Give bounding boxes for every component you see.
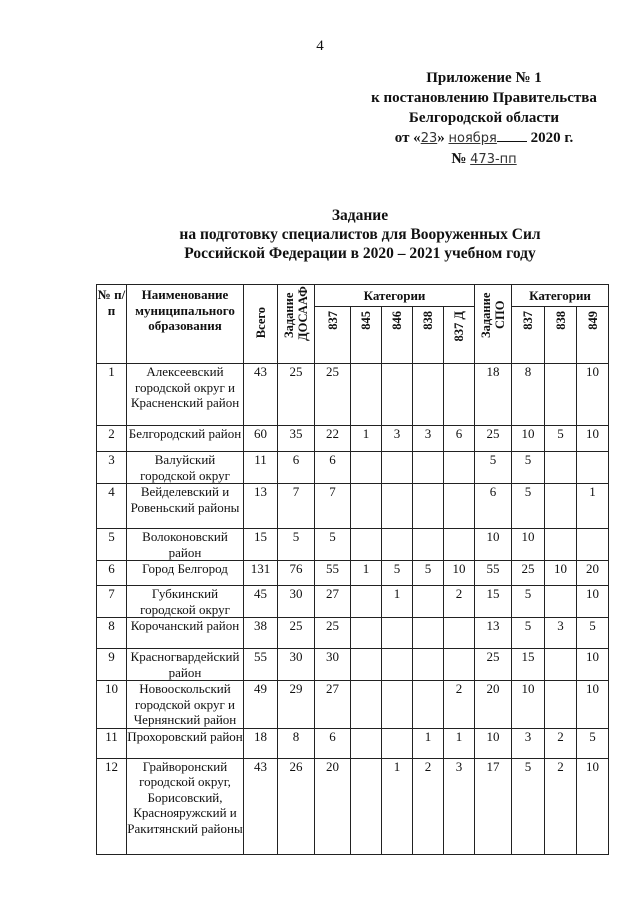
cell-s838: 3 — [545, 618, 577, 649]
cell-no: 12 — [97, 758, 127, 854]
cell-spo: 18 — [475, 364, 512, 426]
cell-c837: 30 — [315, 649, 351, 681]
subheader-cat2-0: 837 — [521, 311, 535, 330]
cell-name: Вейделевский и Ровеньский районы — [127, 484, 244, 529]
cell-c846 — [382, 529, 413, 561]
table-row — [97, 529, 609, 561]
cell-s838 — [545, 364, 577, 426]
cell-s838 — [545, 452, 577, 484]
cell-name: Губкинский городской округ — [127, 586, 244, 618]
cell-s838: 2 — [545, 728, 577, 758]
cell-name: Прохоровский район — [127, 728, 244, 758]
cell-dosaaf: 25 — [278, 618, 315, 649]
cell-s849 — [577, 452, 609, 484]
cell-c845 — [351, 484, 382, 529]
cell-name: Красногвардейский район — [127, 649, 244, 681]
cell-total: 11 — [244, 452, 278, 484]
cell-s837: 3 — [512, 728, 545, 758]
cell-c837: 25 — [315, 618, 351, 649]
cell-spo: 10 — [475, 728, 512, 758]
cell-dosaaf: 29 — [278, 681, 315, 729]
cell-c846 — [382, 452, 413, 484]
table-row — [97, 561, 609, 586]
number-value: 473-пп — [470, 152, 517, 167]
appendix-region: Белгородской области — [408, 110, 560, 126]
cell-dosaaf: 6 — [278, 452, 315, 484]
cell-spo: 13 — [475, 618, 512, 649]
cell-s837: 25 — [512, 561, 545, 586]
subheader-cat1-2: 846 — [390, 311, 404, 330]
cell-dosaaf: 25 — [278, 364, 315, 426]
date-year: 2020 г. — [530, 130, 574, 146]
cell-s838 — [545, 529, 577, 561]
cell-c837d: 1 — [444, 728, 475, 758]
cell-c838 — [413, 452, 444, 484]
appendix-title: Приложение № 1 — [426, 70, 542, 86]
subheader-cat2-1: 838 — [553, 311, 568, 330]
cell-total: 38 — [244, 618, 278, 649]
cell-s849: 10 — [577, 586, 609, 618]
cell-no: 2 — [97, 426, 127, 452]
cell-no: 5 — [97, 529, 127, 561]
cell-c837d — [444, 649, 475, 681]
cell-s837: 5 — [512, 618, 545, 649]
cell-no: 11 — [97, 728, 127, 758]
cell-s837: 10 — [512, 681, 545, 729]
cell-c838: 5 — [413, 561, 444, 586]
cell-spo: 25 — [475, 426, 512, 452]
cell-c837: 27 — [315, 586, 351, 618]
cell-name: Валуйский городской округ — [127, 452, 244, 484]
table-row — [97, 364, 609, 426]
cell-c837d: 6 — [444, 426, 475, 452]
cell-spo: 55 — [475, 561, 512, 586]
table-row — [97, 681, 609, 729]
cell-c838: 3 — [413, 426, 444, 452]
cell-c837d — [444, 364, 475, 426]
cell-no: 8 — [97, 618, 127, 649]
cell-c845: 1 — [351, 561, 382, 586]
cell-no: 10 — [97, 681, 127, 729]
cell-c846 — [382, 728, 413, 758]
cell-spo: 17 — [475, 758, 512, 854]
cell-c846 — [382, 364, 413, 426]
cell-s849: 20 — [577, 561, 609, 586]
cell-c846 — [382, 618, 413, 649]
cell-total: 131 — [244, 561, 278, 586]
number-prefix: № — [451, 151, 471, 167]
cell-s838: 10 — [545, 561, 577, 586]
cell-s837: 5 — [512, 452, 545, 484]
cell-c845 — [351, 452, 382, 484]
cell-no: 1 — [97, 364, 127, 426]
cell-c837d: 2 — [444, 586, 475, 618]
subheader-cat1-0: 837 — [325, 311, 340, 330]
cell-c845 — [351, 681, 382, 729]
date-underline — [497, 129, 527, 142]
date-mid: » — [437, 130, 449, 146]
table-row — [97, 618, 609, 649]
cell-spo: 20 — [475, 681, 512, 729]
title-line-3: Российской Федерации в 2020 – 2021 учебном году — [184, 245, 536, 262]
cell-c846: 3 — [382, 426, 413, 452]
cell-total: 55 — [244, 649, 278, 681]
cell-c838 — [413, 586, 444, 618]
header-dosaaf: Задание ДОСААФ — [282, 286, 310, 341]
cell-c837: 6 — [315, 728, 351, 758]
cell-c845 — [351, 618, 382, 649]
cell-dosaaf: 8 — [278, 728, 315, 758]
cell-c838 — [413, 681, 444, 729]
cell-c838 — [413, 484, 444, 529]
cell-no: 4 — [97, 484, 127, 529]
subheader-cat1-3: 838 — [421, 311, 435, 330]
cell-total: 49 — [244, 681, 278, 729]
cell-s837: 15 — [512, 649, 545, 681]
cell-s838 — [545, 484, 577, 529]
appendix-header — [360, 68, 608, 170]
subheader-cat1-1: 845 — [359, 311, 373, 330]
cell-spo: 5 — [475, 452, 512, 484]
table-row — [97, 649, 609, 681]
cell-dosaaf: 76 — [278, 561, 315, 586]
cell-s837: 5 — [512, 758, 545, 854]
cell-c837: 27 — [315, 681, 351, 729]
cell-c845 — [351, 649, 382, 681]
cell-s849: 10 — [577, 758, 609, 854]
date-day: 23 — [420, 131, 438, 146]
cell-total: 43 — [244, 758, 278, 854]
cell-c838 — [413, 529, 444, 561]
cell-s837: 8 — [512, 364, 545, 426]
cell-dosaaf: 5 — [278, 529, 315, 561]
cell-s849: 10 — [577, 681, 609, 729]
cell-spo: 6 — [475, 484, 512, 529]
cell-dosaaf: 7 — [278, 484, 315, 529]
cell-c846: 1 — [382, 758, 413, 854]
cell-c838 — [413, 364, 444, 426]
cell-s838: 2 — [545, 758, 577, 854]
cell-name: Волоконовский район — [127, 529, 244, 561]
cell-c846 — [382, 484, 413, 529]
appendix-date — [360, 128, 608, 149]
cell-name: Алексеевский городской округ и Красненский район — [127, 364, 244, 426]
cell-c845 — [351, 364, 382, 426]
cell-total: 18 — [244, 728, 278, 758]
subheader-cat1-4: 837 Д — [452, 311, 466, 342]
cell-c837d — [444, 618, 475, 649]
cell-c846 — [382, 681, 413, 729]
cell-no: 7 — [97, 586, 127, 618]
cell-c846: 5 — [382, 561, 413, 586]
header-name: Наименование муниципального образования — [127, 285, 244, 364]
cell-c837: 5 — [315, 529, 351, 561]
cell-c846: 1 — [382, 586, 413, 618]
cell-c837: 55 — [315, 561, 351, 586]
cell-total: 60 — [244, 426, 278, 452]
table-row — [97, 484, 609, 529]
date-prefix: от « — [394, 130, 421, 146]
cell-c845: 1 — [351, 426, 382, 452]
date-month: ноября — [448, 131, 497, 146]
appendix-number — [360, 149, 608, 170]
cell-spo: 25 — [475, 649, 512, 681]
cell-s837: 10 — [512, 426, 545, 452]
header-spo: Задание СПО — [479, 292, 507, 338]
cell-c838 — [413, 618, 444, 649]
page-number: 4 — [316, 38, 324, 54]
cell-total: 43 — [244, 364, 278, 426]
cell-no: 9 — [97, 649, 127, 681]
cell-s849: 10 — [577, 364, 609, 426]
cell-no: 3 — [97, 452, 127, 484]
table-row — [97, 452, 609, 484]
cell-c837: 20 — [315, 758, 351, 854]
title-line-1: Задание — [331, 207, 389, 224]
cell-name: Белгородский район — [127, 426, 244, 452]
cell-no: 6 — [97, 561, 127, 586]
cell-dosaaf: 35 — [278, 426, 315, 452]
cell-name: Новооскольский городской округ и Чернянский район — [127, 681, 244, 729]
table-row — [97, 728, 609, 758]
cell-spo: 15 — [475, 586, 512, 618]
cell-name: Корочанский район — [127, 618, 244, 649]
cell-c845 — [351, 728, 382, 758]
cell-c837: 7 — [315, 484, 351, 529]
cell-c846 — [382, 649, 413, 681]
table-row — [97, 758, 609, 854]
cell-s838 — [545, 586, 577, 618]
cell-s838 — [545, 649, 577, 681]
cell-s849 — [577, 529, 609, 561]
cell-dosaaf: 26 — [278, 758, 315, 854]
cell-s838 — [545, 681, 577, 729]
cell-c838 — [413, 649, 444, 681]
cell-c837d: 10 — [444, 561, 475, 586]
cell-c838: 2 — [413, 758, 444, 854]
header-total: Всего — [253, 306, 268, 338]
cell-c837d: 2 — [444, 681, 475, 729]
subheader-cat2-2: 849 — [585, 311, 600, 330]
cell-s838: 5 — [545, 426, 577, 452]
cell-s837: 5 — [512, 484, 545, 529]
cell-c837d: 3 — [444, 758, 475, 854]
cell-dosaaf: 30 — [278, 586, 315, 618]
cell-c845 — [351, 758, 382, 854]
header-no: № п/п — [97, 285, 127, 364]
cell-s849: 5 — [577, 728, 609, 758]
cell-c837d — [444, 529, 475, 561]
appendix-decree: к постановлению Правительства — [371, 90, 597, 106]
assignment-table — [96, 284, 609, 855]
title-line-2: на подготовку специалистов для Вооруженных Сил — [179, 226, 541, 243]
cell-name: Грайворонский городской округ, Борисовский, Краснояружский и Ракитянский районы — [127, 758, 244, 854]
cell-s849: 10 — [577, 426, 609, 452]
document-title — [0, 206, 640, 263]
cell-s837: 5 — [512, 586, 545, 618]
cell-spo: 10 — [475, 529, 512, 561]
cell-name: Город Белгород — [127, 561, 244, 586]
cell-s849: 1 — [577, 484, 609, 529]
cell-dosaaf: 30 — [278, 649, 315, 681]
cell-s849: 5 — [577, 618, 609, 649]
cell-c837: 25 — [315, 364, 351, 426]
cell-c837: 6 — [315, 452, 351, 484]
cell-c837d — [444, 452, 475, 484]
cell-c837: 22 — [315, 426, 351, 452]
cell-c845 — [351, 529, 382, 561]
cell-c837d — [444, 484, 475, 529]
cell-total: 15 — [244, 529, 278, 561]
cell-total: 45 — [244, 586, 278, 618]
header-categories-1: Категории — [315, 285, 475, 307]
table-row — [97, 586, 609, 618]
cell-c845 — [351, 586, 382, 618]
header-categories-2: Категории — [512, 285, 609, 307]
table-row — [97, 426, 609, 452]
cell-s837: 10 — [512, 529, 545, 561]
cell-c838: 1 — [413, 728, 444, 758]
cell-total: 13 — [244, 484, 278, 529]
cell-s849: 10 — [577, 649, 609, 681]
